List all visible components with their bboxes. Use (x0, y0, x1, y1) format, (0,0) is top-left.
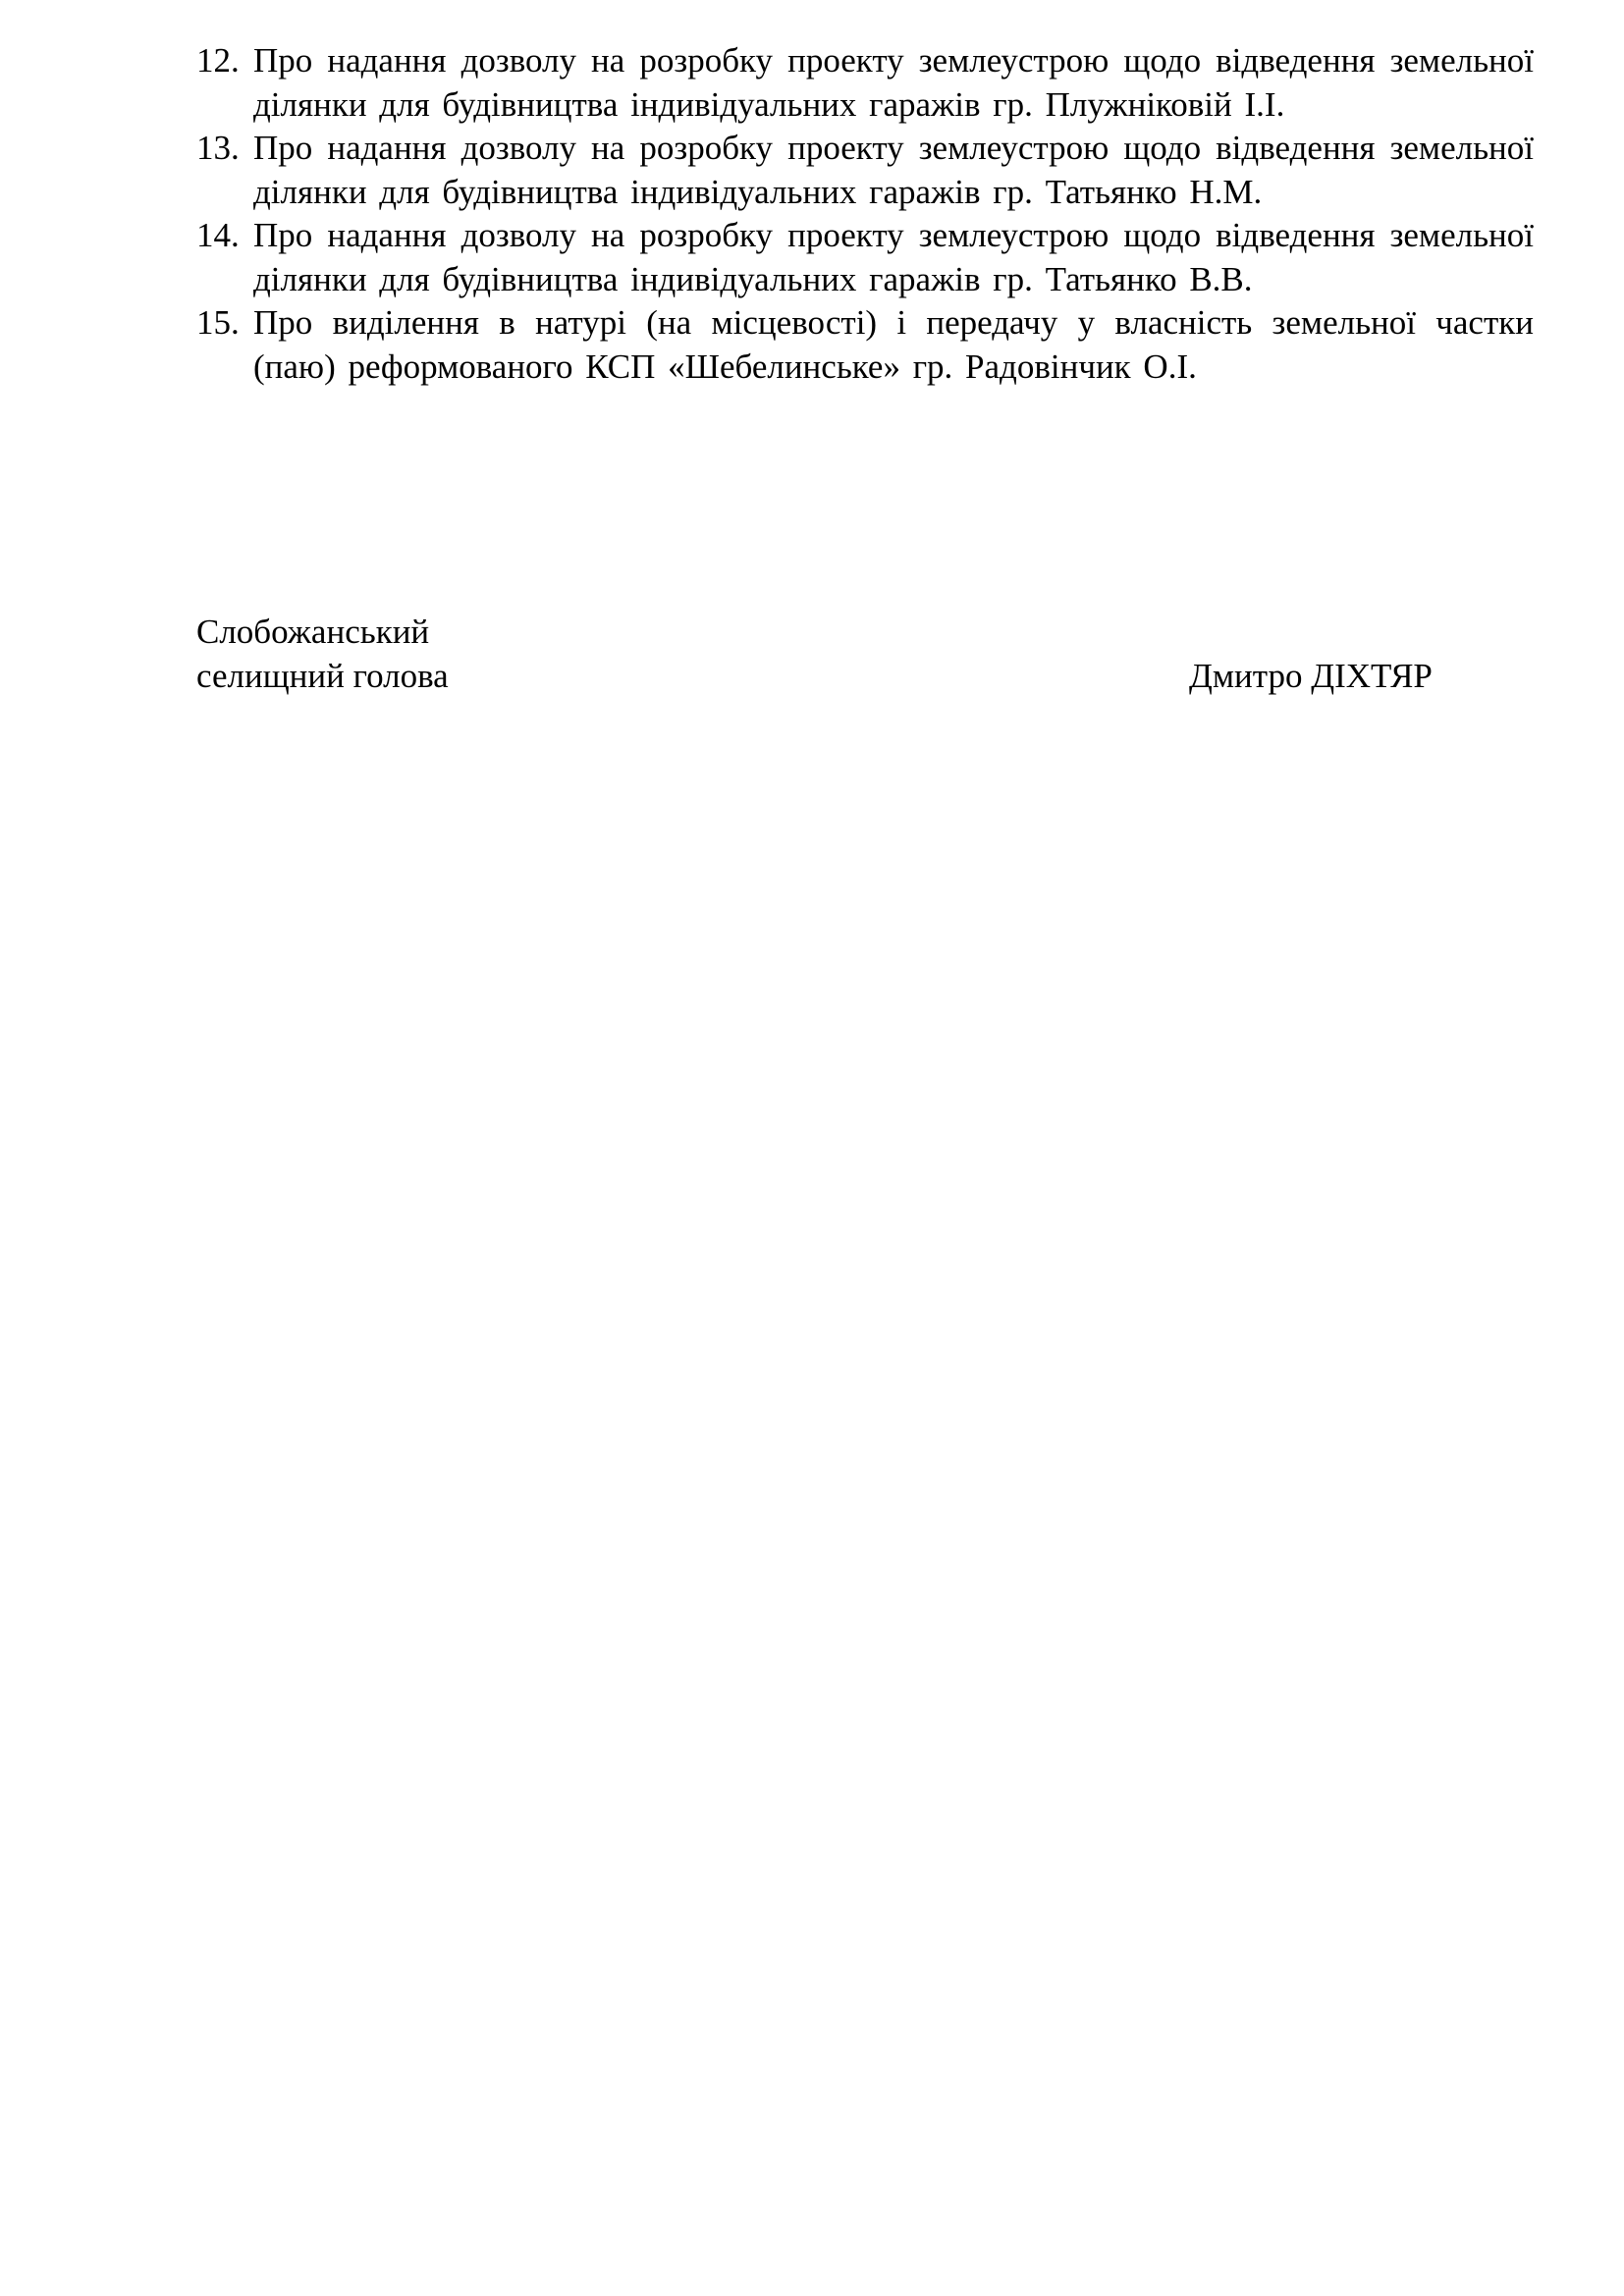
item-text: Про надання дозволу на розробку проекту землеустрою щодо відведення земельної ділянки для будівництва індивідуальних гаражів гр. Плужніковій І.І. (253, 41, 1534, 124)
item-text: Про виділення в натурі (на місцевості) і передачу у власність земельної частки (паю) реформованого КСП «Шебелинське» гр. Радовінчик О.І. (253, 303, 1534, 386)
item-text: Про надання дозволу на розробку проекту землеустрою щодо відведення земельної ділянки для будівництва індивідуальних гаражів гр. Татьянко Н.М. (253, 129, 1534, 211)
agenda-item-15 (196, 301, 1534, 389)
item-text: Про надання дозволу на розробку проекту землеустрою щодо відведення земельної ділянки для будівництва індивідуальних гаражів гр. Татьянко В.В. (253, 216, 1534, 298)
item-number: 14. (196, 216, 240, 254)
agenda-item-13 (196, 127, 1534, 214)
item-number: 15. (196, 303, 240, 342)
agenda-item-12 (196, 39, 1534, 127)
signatory-title-line-1: Слобожанський (196, 613, 430, 651)
signatory-title-line-2: селищний голова (196, 656, 449, 695)
agenda-list (196, 39, 1534, 389)
signatory-name: Дмитро ДІХТЯР (1189, 656, 1433, 695)
item-number: 13. (196, 129, 240, 167)
signature-block (196, 611, 1473, 698)
item-number: 12. (196, 41, 240, 80)
agenda-item-14 (196, 214, 1534, 301)
